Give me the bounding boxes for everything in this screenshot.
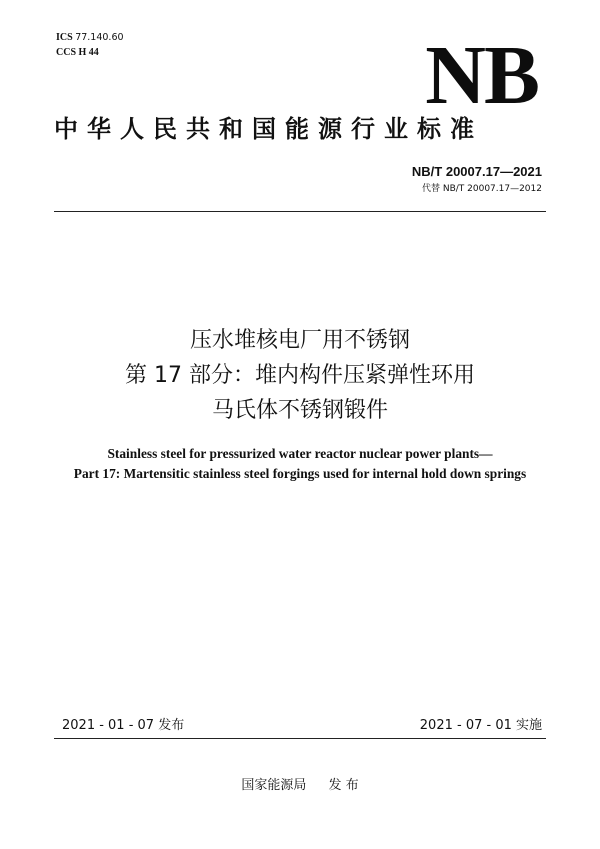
issuer-name: 国家能源局	[241, 778, 307, 793]
header-divider	[54, 211, 546, 212]
ics-line	[56, 30, 124, 45]
nb-logo: NB	[425, 29, 538, 122]
ccs-label: CCS	[56, 47, 77, 58]
standard-category: 中华人民共和国能源行业标准	[54, 115, 483, 143]
classification-codes	[56, 30, 124, 60]
title-en-line1: Stainless steel for pressurized water reactor nuclear power plants—	[107, 446, 493, 461]
ccs-line	[56, 45, 124, 60]
ics-value: 77.140.60	[75, 32, 124, 43]
publish-date: 2021 - 01 - 07 发布	[62, 718, 185, 733]
title-cn-line3: 马氏体不锈钢锻件	[211, 398, 388, 423]
title-en-line2: Part 17: Martensitic stainless steel forgings used for internal hold down springs	[73, 466, 527, 481]
replaces-standard: 代替 NB/T 20007.17—2012	[421, 184, 542, 194]
title-cn-line2: 第 17 部分：堆内构件压紧弹性环用	[125, 363, 475, 388]
footer-divider	[54, 738, 546, 739]
ccs-value: H 44	[78, 47, 99, 58]
ics-label: ICS	[56, 32, 73, 43]
standard-code: NB/T 20007.17—2021	[411, 164, 542, 179]
issuer	[0, 774, 600, 793]
title-cn-line1: 压水堆核电厂用不锈钢	[189, 328, 410, 353]
issuer-action: 发 布	[328, 778, 359, 793]
effective-date: 2021 - 07 - 01 实施	[419, 718, 542, 733]
